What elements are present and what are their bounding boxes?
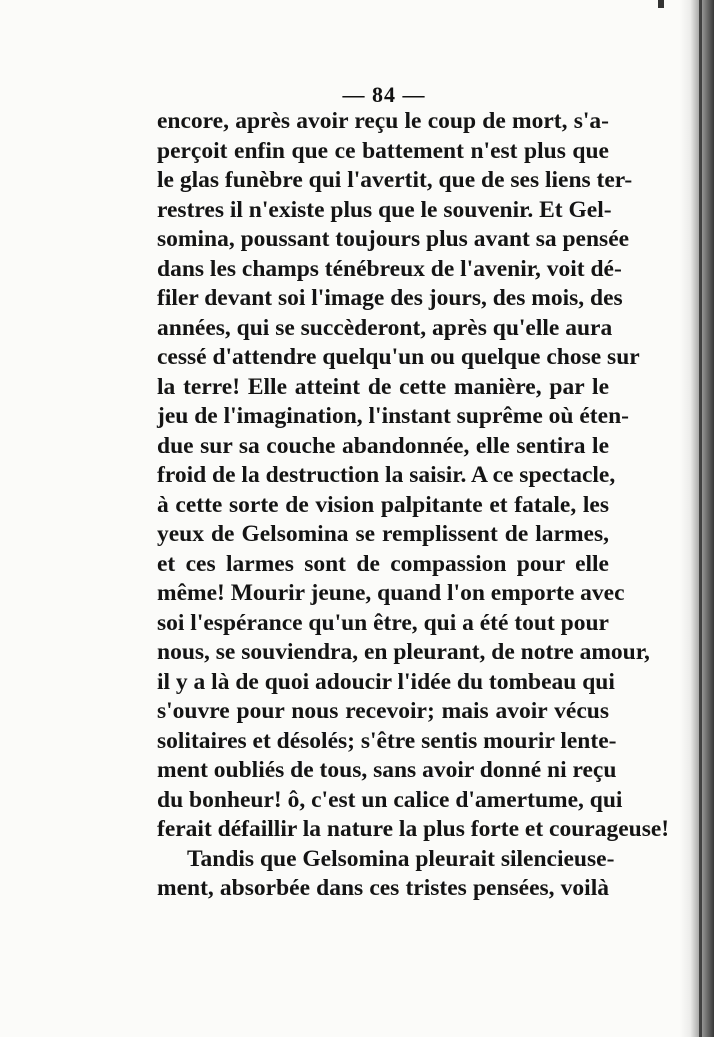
text-line: et ces larmes sont de compassion pour elle [157,550,609,577]
text-line: à cette sorte de vision palpitante et fatale, les [157,491,609,518]
scan-mark [658,0,664,8]
page-edge-shadow [680,0,714,1037]
text-line: Tandis que Gelsomina pleurait silencieuse- [187,845,615,872]
text-line: du bonheur! ô, c'est un calice d'amertume, qui [157,786,623,813]
text-line: perçoit enfin que ce battement n'est plus que [157,137,609,164]
text-line: ment, absorbée dans ces tristes pensées, voilà [157,875,609,901]
text-line: jeu de l'imagination, l'instant suprême où éten- [157,403,629,429]
text-line: yeux de Gelsomina se remplissent de larmes, [157,521,609,547]
text-line: ment oubliés de tous, sans avoir donné ni reçu [157,757,617,783]
text-line: froid de la destruction la saisir. A ce spectacle, [157,462,616,488]
body-text [157,107,670,904]
text-line: nous, se souviendra, en pleurant, de notre amour, [157,639,650,665]
text-line: la terre! Elle atteint de cette manière, par le [157,373,609,400]
page-edge-line [699,0,702,1037]
text-line: il y a là de quoi adoucir l'idée du tombeau qui [157,668,615,695]
text-line: s'ouvre pour nous recevoir; mais avoir vécus [157,698,609,724]
text-line: solitaires et désolés; s'être sentis mourir lente- [157,727,617,754]
text-line: due sur sa couche abandonnée, elle sentira le [157,432,609,459]
text-line: soi l'espérance qu'un être, qui a été tout pour [157,609,609,636]
text-line: cessé d'attendre quelqu'un ou quelque chose sur [157,344,640,370]
text-line: somina, poussant toujours plus avant sa pensée [157,226,630,252]
text-line: même! Mourir jeune, quand l'on emporte avec [157,580,625,606]
page-number: — 84 — [342,82,426,107]
text-line: restres il n'existe plus que le souvenir. Et Gel- [157,196,612,223]
text-line: ferait défaillir la nature la plus forte et courageuse! [157,816,670,842]
text-line: le glas funèbre qui l'avertit, que de ses liens ter- [157,167,633,193]
text-line: filer devant soi l'image des jours, des mois, des [157,285,623,311]
text-line: encore, après avoir reçu le coup de mort, s'a- [157,108,609,134]
text-line: années, qui se succèderont, après qu'elle aura [157,314,613,341]
text-line: dans les champs ténébreux de l'avenir, voit dé- [157,255,622,282]
